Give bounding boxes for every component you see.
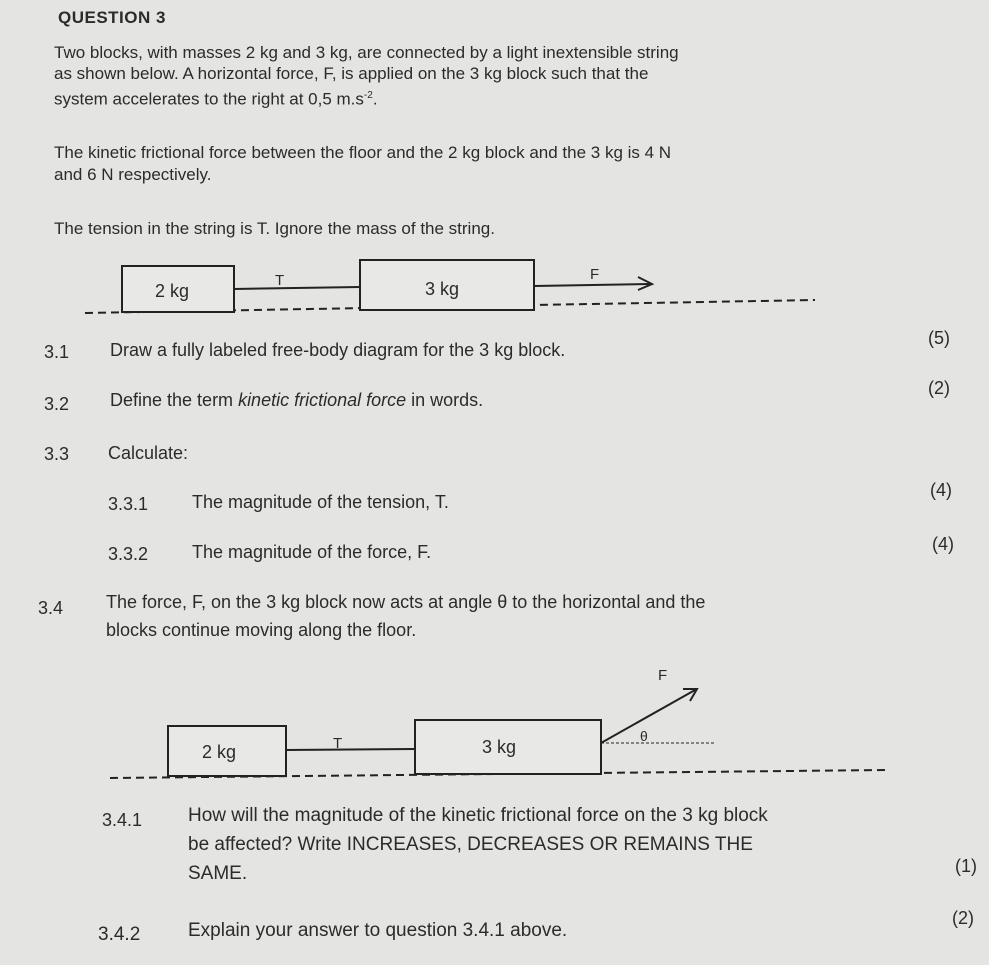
block-3kg-label: 3 kg [425, 279, 460, 299]
q3-3-1-marks: (4) [930, 480, 952, 500]
q3-4-1-marks: (1) [955, 856, 977, 876]
q3-3-1-number: 3.3.1 [108, 494, 149, 514]
intro-line-2: as shown below. A horizontal force, F, is applied on the 3 kg block such that the [54, 64, 649, 83]
q3-2-text [110, 390, 483, 411]
q3-1-number: 3.1 [44, 342, 70, 362]
q3-1-marks: (5) [928, 328, 950, 348]
q3-4-2-text: Explain your answer to question 3.4.1 above. [188, 920, 568, 941]
string [234, 287, 360, 289]
question-heading: QUESTION 3 [58, 8, 166, 27]
force-label-2: F [658, 667, 668, 684]
q3-2-term: kinetic frictional force [238, 390, 407, 410]
q3-3-2-number: 3.3.2 [108, 544, 149, 564]
q3-2-text-pre: Define the term [110, 390, 239, 410]
tension-line: The tension in the string is T. Ignore the mass of the string. [54, 219, 495, 238]
q3-4-2-marks: (2) [952, 908, 974, 928]
q3-4-2-number: 3.4.2 [98, 924, 141, 945]
q3-1-text: Draw a fully labeled free-body diagram for the 3 kg block. [110, 340, 566, 360]
friction-line-1: The kinetic frictional force between the floor and the 2 kg block and the 3 kg is 4 N [54, 143, 672, 162]
block-2kg-label-2: 2 kg [202, 742, 237, 762]
q3-2-number: 3.2 [44, 394, 70, 414]
acceleration-text: system accelerates to the right at 0,5 m.s [54, 89, 364, 109]
force-arrow [534, 284, 650, 286]
angled-force-arrow [601, 690, 695, 743]
unit-exponent: -2 [363, 90, 373, 101]
q3-4-1-line-1: How will the magnitude of the kinetic frictional force on the 3 kg block [188, 805, 768, 826]
q3-4-line-1: The force, F, on the 3 kg block now acts at angle θ to the horizontal and the [106, 592, 706, 612]
q3-3-2-text: The magnitude of the force, F. [192, 542, 432, 562]
tension-label-2: T [333, 735, 343, 752]
friction-line-2: and 6 N respectively. [54, 165, 212, 184]
q3-4-1-number: 3.4.1 [102, 810, 143, 830]
block-2kg-label: 2 kg [155, 281, 190, 301]
sentence-end: . [372, 89, 378, 109]
q3-4-line-2: blocks continue moving along the floor. [106, 620, 417, 640]
q3-4-1-line-3: SAME. [188, 863, 248, 884]
string-2 [286, 749, 415, 750]
tension-label: T [275, 272, 285, 289]
q3-3-1-text: The magnitude of the tension, T. [192, 492, 449, 512]
force-label: F [590, 266, 600, 283]
q3-4-number: 3.4 [38, 598, 64, 618]
block-3kg-label-2: 3 kg [482, 737, 517, 757]
q3-3-2-marks: (4) [932, 534, 954, 554]
intro-line-1: Two blocks, with masses 2 kg and 3 kg, are connected by a light inextensible string [54, 43, 679, 62]
q3-3-number: 3.3 [44, 444, 70, 464]
q3-2-text-post: in words. [406, 390, 484, 410]
q3-2-marks: (2) [928, 378, 950, 398]
q3-4-1-line-2: be affected? Write INCREASES, DECREASES OR REMAINS THE [188, 834, 753, 855]
angle-label: θ [640, 728, 648, 744]
q3-3-text: Calculate: [108, 443, 189, 463]
